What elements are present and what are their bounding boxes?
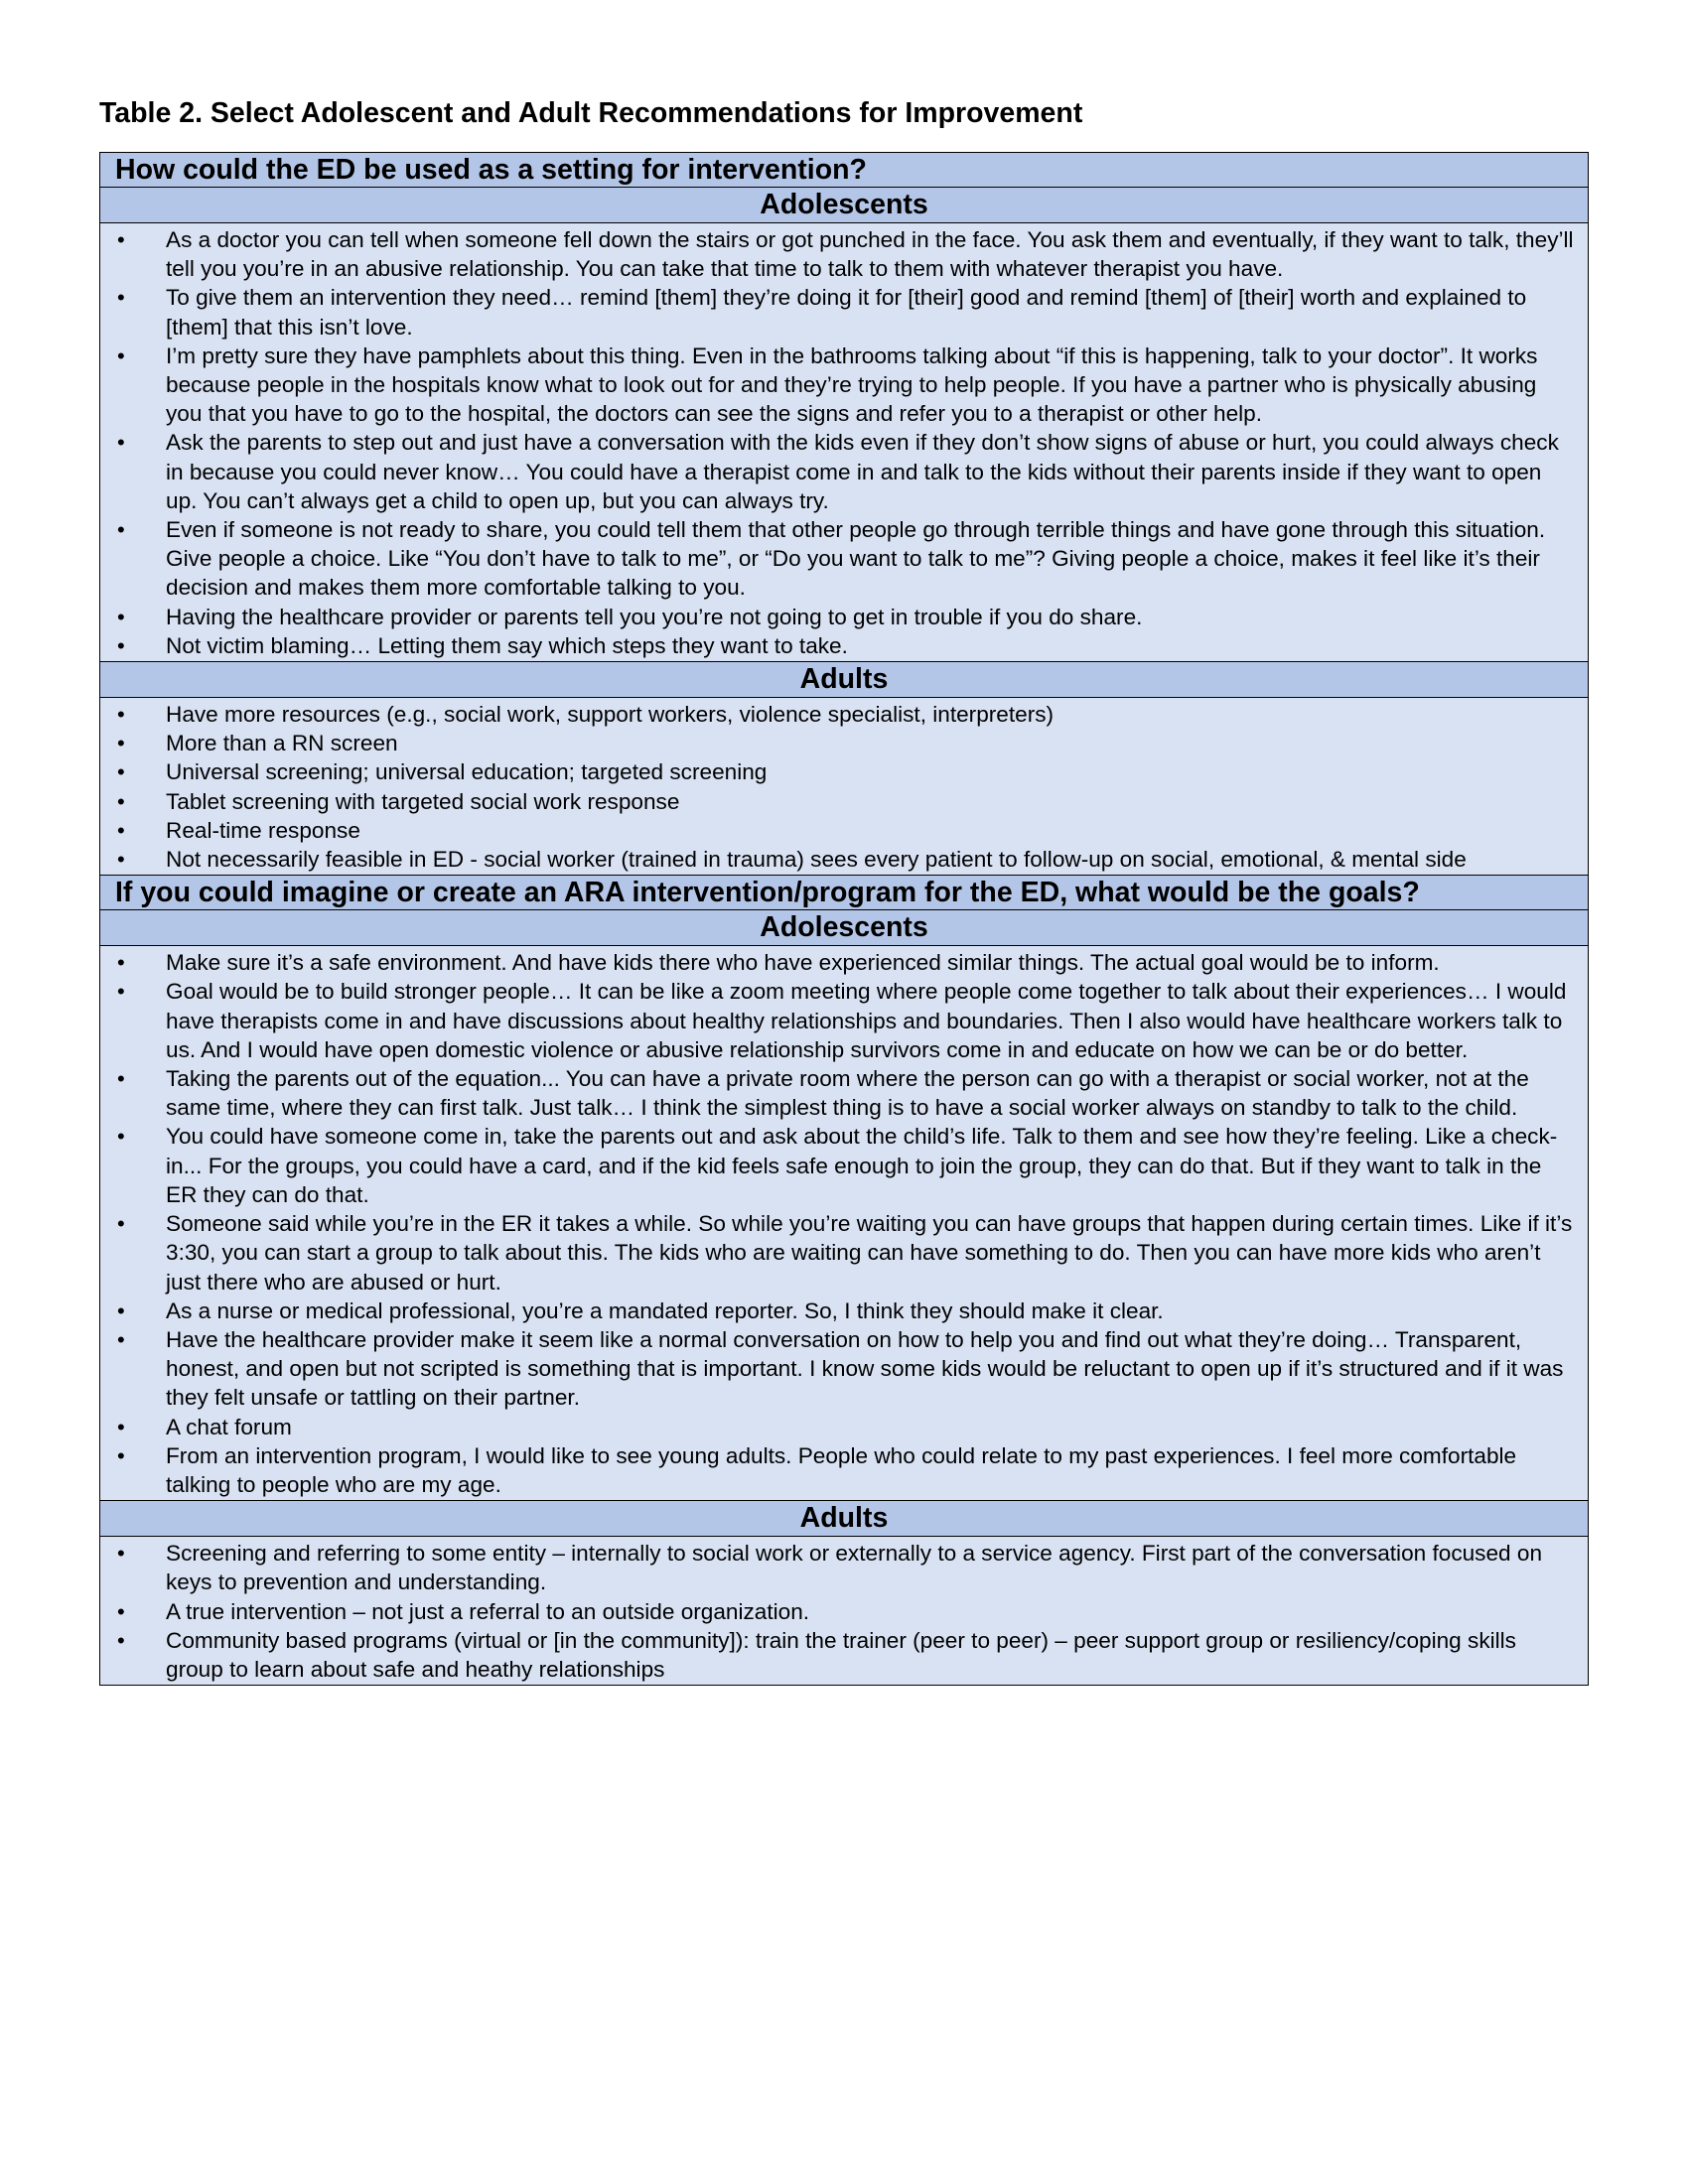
bullet-icon: • bbox=[117, 227, 125, 252]
list-item-text: As a nurse or medical professional, you’re a mandated reporter. So, I think they should make it clear. bbox=[166, 1297, 1164, 1323]
table-title: Table 2. Select Adolescent and Adult Recommendations for Improvement bbox=[99, 97, 1083, 129]
list-item-text: Not victim blaming… Letting them say which steps they want to take. bbox=[166, 632, 848, 658]
list-item bbox=[100, 845, 1588, 874]
list-item bbox=[100, 1597, 1588, 1626]
bullet-icon: • bbox=[117, 788, 125, 814]
group-heading-adolescents: Adolescents bbox=[100, 910, 1588, 946]
table-question-row: If you could imagine or create an ARA intervention/program for the ED, what would be the goals? bbox=[100, 876, 1588, 910]
bullet-icon: • bbox=[117, 817, 125, 843]
list-item bbox=[100, 948, 1588, 977]
bullet-icon: • bbox=[117, 1414, 125, 1439]
list-item bbox=[100, 1626, 1588, 1684]
bullet-icon: • bbox=[117, 979, 125, 1005]
list-item-text: Have more resources (e.g., social work, support workers, violence specialist, interpreters) bbox=[166, 702, 1055, 728]
bullet-icon: • bbox=[117, 1211, 125, 1237]
list-item bbox=[100, 787, 1588, 816]
bullet-icon: • bbox=[117, 847, 125, 873]
bullet-icon: • bbox=[117, 1627, 125, 1653]
list-item-text: Screening and referring to some entity – internally to social work or externally to a service agency. First part of the conversation focused on keys to prevention and understanding. bbox=[166, 1541, 1543, 1595]
bullet-icon: • bbox=[117, 759, 125, 785]
list-item bbox=[100, 515, 1588, 603]
group-heading-adolescents: Adolescents bbox=[100, 188, 1588, 223]
group-heading-adults: Adults bbox=[100, 662, 1588, 698]
list-item-text: Not necessarily feasible in ED - social worker (trained in trauma) sees every patient to follow-up on social, emotional, & mental side bbox=[166, 847, 1467, 873]
bullet-icon: • bbox=[117, 1066, 125, 1092]
list-item bbox=[100, 816, 1588, 845]
list-item-text: To give them an intervention they need… remind [them] they’re doing it for [their] good and remind [them] of [their] worth and explained to [them] that this isn’t love. bbox=[166, 285, 1527, 340]
bullet-icon: • bbox=[117, 1442, 125, 1468]
list-item-text: Universal screening; universal education; targeted screening bbox=[166, 759, 768, 785]
list-item-text: Having the healthcare provider or parents tell you you’re not going to get in trouble if you do share. bbox=[166, 604, 1143, 629]
group-heading-adults: Adults bbox=[100, 1501, 1588, 1537]
list-item-text: A true intervention – not just a referral to an outside organization. bbox=[166, 1598, 810, 1624]
bullet-icon: • bbox=[117, 517, 125, 543]
list-item-text: A chat forum bbox=[166, 1414, 292, 1439]
bullet-icon: • bbox=[117, 702, 125, 728]
list-item-text: Even if someone is not ready to share, you could tell them that other people go through terrible things and have gone through this situation. Give people a choice. Like “You don’t have to talk to me”, or “Do you want to talk to me”? Giving people a choice, makes it feel like it’s their decision and makes them more comfortable talking to you. bbox=[166, 517, 1546, 601]
bullet-icon: • bbox=[117, 632, 125, 658]
list-item-text: Someone said while you’re in the ER it takes a while. So while you’re waiting you can have groups that happen during certain times. Like if it’s 3:30, you can start a group to talk about this. The kids who are waiting can have something to do. Then you can have more kids who aren’t just there who are abused or hurt. bbox=[166, 1211, 1573, 1295]
list-item bbox=[100, 341, 1588, 429]
bullet-icon: • bbox=[117, 342, 125, 368]
list-item bbox=[100, 603, 1588, 631]
list-item bbox=[100, 1539, 1588, 1596]
response-list bbox=[100, 946, 1588, 1501]
list-item-text: More than a RN screen bbox=[166, 731, 398, 756]
bullet-icon: • bbox=[117, 950, 125, 976]
list-item-text: Real-time response bbox=[166, 817, 360, 843]
list-item-text: Goal would be to build stronger people… It can be like a zoom meeting where people come together to talk about their experiences… I would have therapists come in and have discussions about healthy relationships and boundaries. Then I also would have healthcare workers talk to us. And I would have open domestic violence or abusive relationship survivors come in and educate on how we can be or do better. bbox=[166, 979, 1567, 1062]
table-question-row: How could the ED be used as a setting for intervention? bbox=[100, 153, 1588, 188]
list-item bbox=[100, 428, 1588, 515]
list-item-text: I’m pretty sure they have pamphlets about this thing. Even in the bathrooms talking about “if this is happening, talk to your doctor”. It works because people in the hospitals know what to look out for and they’re trying to help people. If you have a partner who is physically abusing you that you have to go to the hospital, the doctors can see the signs and refer you to a therapist or other help. bbox=[166, 342, 1538, 427]
list-item bbox=[100, 729, 1588, 757]
list-item-text: Community based programs (virtual or [in the community]): train the trainer (peer to peer) – peer support group or resiliency/coping skills group to learn about safe and heathy relationships bbox=[166, 1627, 1516, 1682]
bullet-icon: • bbox=[117, 1297, 125, 1323]
list-item-text: Tablet screening with targeted social work response bbox=[166, 788, 680, 814]
list-item bbox=[100, 1122, 1588, 1209]
bullet-icon: • bbox=[117, 1124, 125, 1150]
list-item bbox=[100, 1209, 1588, 1297]
list-item bbox=[100, 757, 1588, 786]
bullet-icon: • bbox=[117, 1598, 125, 1624]
bullet-icon: • bbox=[117, 285, 125, 311]
list-item-text: Taking the parents out of the equation... You can have a private room where the person can go with a therapist or social worker, not at the same time, where they can first talk. Just talk… I think the simplest thing is to have a social worker always on standby to talk to the child. bbox=[166, 1066, 1529, 1121]
bullet-icon: • bbox=[117, 604, 125, 629]
bullet-icon: • bbox=[117, 1541, 125, 1567]
list-item bbox=[100, 700, 1588, 729]
bullet-icon: • bbox=[117, 430, 125, 456]
response-list bbox=[100, 1537, 1588, 1685]
list-item bbox=[100, 1413, 1588, 1441]
bullet-icon: • bbox=[117, 731, 125, 756]
response-list bbox=[100, 698, 1588, 876]
list-item bbox=[100, 1325, 1588, 1413]
list-item bbox=[100, 631, 1588, 660]
list-item-text: From an intervention program, I would like to see young adults. People who could relate to my past experiences. I feel more comfortable talking to people who are my age. bbox=[166, 1442, 1517, 1497]
list-item bbox=[100, 1064, 1588, 1122]
list-item-text: Have the healthcare provider make it seem like a normal conversation on how to help you and find out what they’re doing… Transparent, honest, and open but not scripted is something that is important. I know some kids would be reluctant to open up if it’s structured and if it was they felt unsafe or tattling on their partner. bbox=[166, 1326, 1564, 1411]
bullet-icon: • bbox=[117, 1326, 125, 1352]
list-item-text: You could have someone come in, take the parents out and ask about the child’s life. Talk to them and see how they’re feeling. Like a check-in... For the groups, you could have a card, and if the kid feels safe enough to join the group, they can do that. But if they want to talk in the ER they can do that. bbox=[166, 1124, 1558, 1207]
list-item bbox=[100, 283, 1588, 341]
list-item bbox=[100, 225, 1588, 283]
recommendations-table bbox=[99, 152, 1589, 1686]
list-item bbox=[100, 1441, 1588, 1499]
list-item-text: As a doctor you can tell when someone fell down the stairs or got punched in the face. You ask them and eventually, if they want to talk, they’ll tell you you’re in an abusive relationship. You can take that time to talk to them with whatever therapist you have. bbox=[166, 227, 1574, 282]
list-item bbox=[100, 1297, 1588, 1325]
list-item-text: Ask the parents to step out and just have a conversation with the kids even if they don’t show signs of abuse or hurt, you could always check in because you could never know… You could have a therapist come in and talk to the kids without their parents inside if they want to open up. You can’t always get a child to open up, but you can always try. bbox=[166, 430, 1559, 513]
list-item-text: Make sure it’s a safe environment. And have kids there who have experienced similar things. The actual goal would be to inform. bbox=[166, 950, 1440, 976]
list-item bbox=[100, 977, 1588, 1064]
response-list bbox=[100, 223, 1588, 662]
